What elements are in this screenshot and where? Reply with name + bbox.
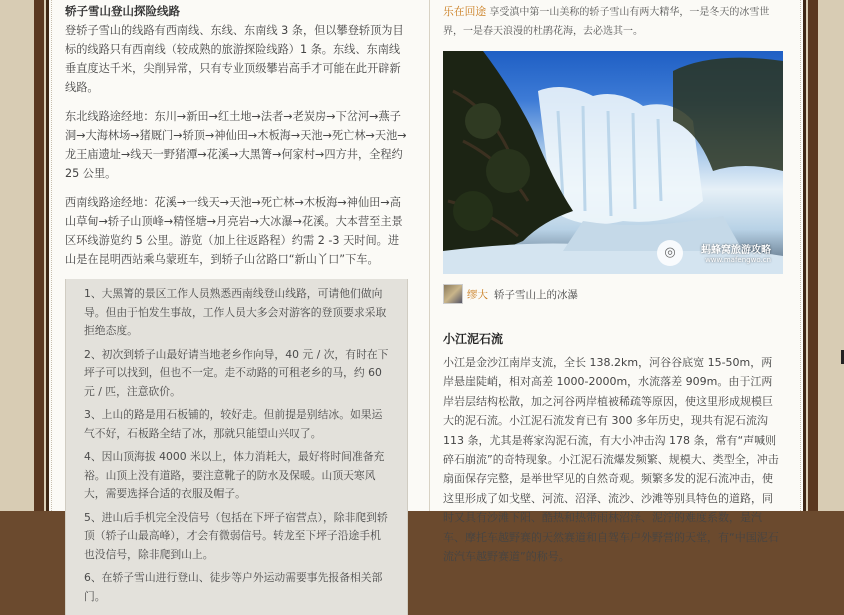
watermark-name: 蚂蜂窝旅游攻略 [701, 245, 771, 256]
frozen-waterfall-photo[interactable] [443, 51, 783, 274]
watermark-url: www.mafengwo.cn [705, 256, 771, 264]
intro-author-link[interactable]: 乐在回途 [443, 5, 487, 18]
frame-stripe-right [808, 0, 818, 511]
tip-item: 3、上山的路是用石板铺的，较好走。但前提是别结冰。如果运气不好，石板路全结了冰，那就只能望山兴叹了。 [84, 408, 383, 440]
tip-item: 2、初次到轿子山最好请当地老乡作向导，40 元 / 次，有时在下坪子可以找到，但也不一定。走不动路的可租老乡的马，约 60 元 / 匹，注意砍价。 [84, 347, 389, 398]
left-column [63, 2, 408, 615]
author-avatar[interactable] [443, 284, 463, 304]
caption-author-link[interactable]: 缪大 [467, 288, 488, 301]
intro-quote [443, 2, 783, 41]
xiaojiang-description: 小江是金沙江南岸支流，全长 138.2km，河谷谷底宽 15-50m，两岸悬崖陡峭，相对高差 1000-2000m，水流落差 909m。由于江两岸岩层结构松散，加之河谷两岸植被稀疏等原因，使这里形成规模巨大的泥石流。小江泥石流发育已有 300 多年历史，现共有泥石流沟 113 条，尤其是蒋家沟泥石流，有大小冲击沟 178 条，常有“声喊则碎石崩流”的奇特现象。小江泥石流爆发频繁、规模大、类型全，冲击扇面保存完整，是举世罕见的自然奇观。频繁多发的泥石流冲击，使这里形成了如戈壁、河流、沼泽、流沙、沙滩等别具特色的道路，同时又具有沙滩下阳、酷热和热带雨林沼泽、泥泞的难度系数，是汽车、摩托车越野赛的天然赛道和自驾车户外野营的天堂，有“中国泥石流汽车越野赛道”的称号。 [443, 356, 779, 564]
right-column [443, 0, 783, 566]
section-title-climbing-routes: 轿子雪山登山探险线路 [65, 4, 180, 18]
tip-item: 6、在轿子雪山进行登山、徒步等户外运动需要事先报备相关部门。 [84, 571, 383, 603]
border-dotted-left [51, 0, 52, 511]
intro-text: 享受滇中第一山美称的轿子雪山有两大精华，一是冬天的冰雪世界，一是春天浪漫的杜鹃花海，去必选其一。 [443, 7, 770, 37]
article-page [46, 0, 806, 603]
tip-item: 5、进山后手机完全没信号（包括在下坪子宿营点），除非爬到轿顶（轿子山最高峰），才会有微弱信号。转龙至下坪子沿途手机也没信号，除非爬到山上。 [84, 510, 388, 561]
column-divider [429, 0, 430, 511]
northeast-route: 东北线路途经地：东川→新田→红土地→法者→老炭房→下岔河→燕子洞→大海林场→猪厩门→轿顶→神仙田→木板海→天池→死亡林→天池→龙王庙遗址→线天一野猪潭→花溪→大黑箐→何家村→四方井，全程约 25 公里。 [65, 110, 407, 180]
mafengwo-logo-icon: ◎ [657, 240, 683, 266]
tips-box [65, 279, 408, 615]
border-dotted-right [800, 0, 801, 511]
frame-stripe-left [34, 0, 44, 511]
caption-text: 轿子雪山上的冰瀑 [494, 288, 578, 301]
photo-caption [443, 284, 783, 304]
section-title-xiaojiang: 小江泥石流 [443, 332, 504, 346]
photo-watermark [701, 241, 771, 264]
tip-item: 1、大黑箐的景区工作人员熟悉西南线登山线路，可请他们做向导。但由于怕发生事故，工作人员大多会对游客的登顶要求采取拒绝态度。 [84, 287, 387, 337]
routes-overview: 登轿子雪山的线路有西南线、东线、东南线 3 条，但以攀登轿顶为目标的线路只有西南线（较成熟的旅游探险线路）1 条。东线、东南线垂直度达千米，尖削异常，只有专业顶级攀岩高手才可能在此开辟新线路。 [65, 24, 404, 94]
southwest-route: 西南线路途经地：花溪→一线天→天池→死亡林→木板海→神仙田→高山草甸→轿子山顶峰→精怪塘→月亮岩→大冰瀑→花溪。大本营至主景区环线游览约 5 公里。游览（加上往返路程）约需 2 -3 天时间。进山是在昆明西站乘乌蒙班车，到轿子山岔路口“新山丫口”下车。 [65, 196, 403, 266]
tip-item: 4、因山顶海拔 4000 米以上，体力消耗大，最好将时间准备充裕。山顶上没有道路，要注意靴子的防水及保暖。山顶天寒风大，需要选择合适的衣服及帽子。 [84, 450, 385, 500]
